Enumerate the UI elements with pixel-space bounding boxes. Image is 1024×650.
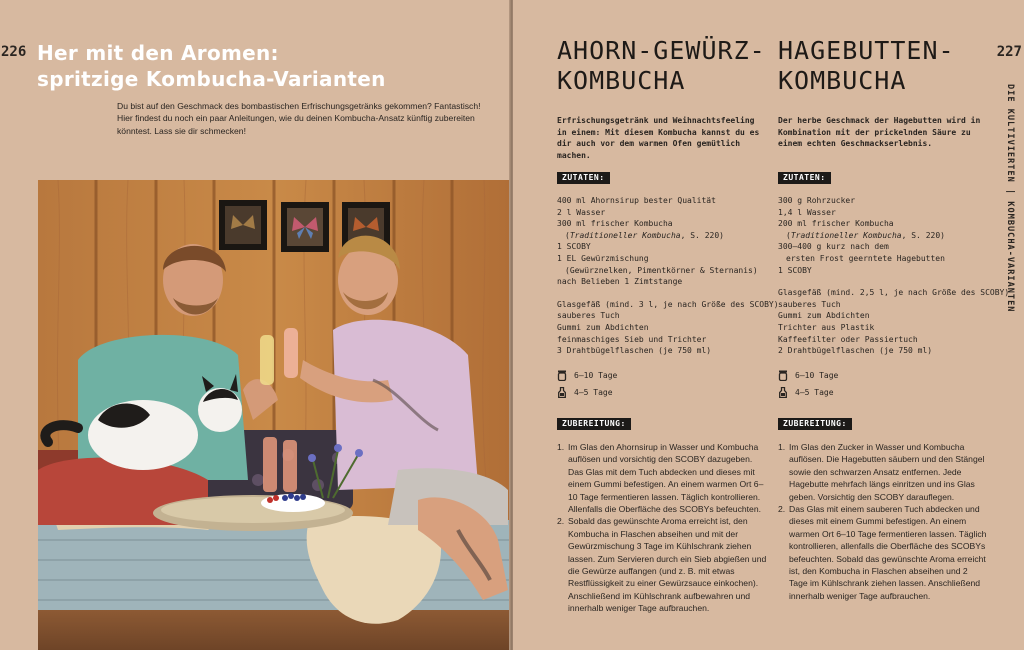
recipe-2-time-first-text: 6–10 Tage bbox=[795, 370, 839, 380]
step-item: 1. Im Glas den Ahornsirup in Wasser und Kombucha auflösen und vorsichtig den SCOBY dazugeben. Das Glas mit dem Tuch abdecken und dieses mit einem Gummi befestigen. An einem warmen Ort 6–10 Tage fermentieren lassen. Täglich kontrollieren. Allenfalls die Oberfläche des SCOBYs befeuchten. bbox=[557, 442, 764, 515]
recipe-2-lead: Der herbe Geschmack der Hagebutten wird in Kombination mit der prickelnden Säure zu einem echten Geschmackserlebnis. bbox=[778, 116, 981, 148]
jar-icon bbox=[778, 370, 788, 381]
recipe-2-title-line-2: KOMBUCHA bbox=[778, 66, 907, 95]
step-item: 1. Im Glas den Zucker in Wasser und Kombucha auflösen. Die Hagebutten säubern und den Stängel sowie den schwarzen Ansatz entfernen. Jede Hagebutte mehrfach längs einritzen und ins Glas geben. Vorsichtig den SCOBY darauflegen. bbox=[778, 442, 985, 502]
recipe-2-preparation-label: ZUBEREITUNG: bbox=[778, 418, 852, 430]
equipment-item: Glasgefäß (mind. 2,5 l, je nach Größe des SCOBY) bbox=[778, 288, 1010, 298]
recipe-2-time-second-text: 4–5 Tage bbox=[795, 387, 834, 397]
recipe-2-time-second bbox=[778, 387, 834, 398]
recipe-1-lead: Erfrischungsgetränk und Weihnachtsfeeling in einem: Mit diesem Kombucha kannst du es dir auch vor dem warmen Ofen gemütlich machen. bbox=[557, 116, 760, 160]
equipment-item: Trichter aus Plastik bbox=[778, 322, 875, 332]
recipe-1-ingredient-list bbox=[557, 195, 779, 357]
running-head: DIE KULTIVIERTEN | KOMBUCHA-VARIANTEN bbox=[1005, 84, 1015, 313]
equipment-item: Gummi zum Abdichten bbox=[557, 322, 649, 332]
headline-line-1: Her mit den Aromen: bbox=[37, 41, 279, 65]
equipment-item: Glasgefäß (mind. 3 l, je nach Größe des SCOBY) bbox=[557, 299, 779, 309]
right-page bbox=[513, 0, 1024, 650]
equipment-item: sauberes Tuch bbox=[557, 311, 620, 321]
recipe-2-title bbox=[778, 36, 955, 96]
recipe-1-title-line-2: KOMBUCHA bbox=[557, 66, 686, 95]
ingredient-item: 1 EL Gewürzmischung bbox=[557, 253, 649, 263]
recipe-2-steps bbox=[778, 441, 988, 602]
ingredient-item: 2 l Wasser bbox=[557, 207, 606, 217]
jar-icon bbox=[557, 370, 567, 381]
ingredient-item: (Traditioneller Kombucha, S. 220) bbox=[786, 230, 945, 240]
ingredient-item: 400 ml Ahornsirup bester Qualität bbox=[557, 196, 716, 205]
bottle-icon bbox=[778, 387, 788, 398]
step-item: 2. Sobald das gewünschte Aroma erreicht ist, den Kombucha in Flaschen abseihen und mit der Gewürzmischung 3 Tage im Kühlschrank ziehen lassen. Zum Servieren durch ein Sieb abgießen und die Gewürze auffangen (und z. B. mit etwas Restflüssigkeit zu einer Gewürzsauce einkochen). Anschließend im Kühlschrank aufbewahren und innerhalb weniger Tage aufbrauchen. bbox=[557, 516, 767, 614]
ingredient-item: (Gewürznelken, Pimentkörner & Sternanis) bbox=[565, 265, 758, 275]
equipment-item: 2 Drahtbügelflaschen (je 750 ml) bbox=[778, 346, 933, 356]
ingredient-item: (Traditioneller Kombucha, S. 220) bbox=[565, 230, 724, 240]
left-page bbox=[0, 0, 511, 650]
recipe-1-title bbox=[557, 36, 766, 96]
recipe-1-time-first bbox=[557, 370, 617, 381]
recipe-1-steps bbox=[557, 441, 767, 615]
step-item: 2. Das Glas mit einem sauberen Tuch abdecken und dieses mit einem Gummi befestigen. An einem warmen Ort 6–10 Tage fermentieren lassen. Täglich kontrollieren, allenfalls die Oberfläche des SCOBYs befeuchten. Sobald das gewünschte Aroma erreicht ist, den Kombucha in Flaschen abseihen und 2 Tage im Kühlschrank ziehen lassen. Anschließend innerhalb weniger Tage aufbrauchen. bbox=[778, 504, 987, 601]
recipe-2-ingredients-label: ZUTATEN: bbox=[778, 172, 831, 184]
equipment-item: Gummi zum Abdichten bbox=[778, 311, 870, 321]
recipe-1-time-second bbox=[557, 387, 613, 398]
intro-text: Du bist auf den Geschmack des bombastischen Erfrischungsgetränks gekommen? Fantastisch! Hier findest du noch ein paar Anleitungen, wie du deinen Kombucha-Ansatz künftig zubereiten könntest. Lass sie dir schmecken! bbox=[117, 101, 481, 136]
recipe-2-title-line-1: HAGEBUTTEN- bbox=[778, 36, 955, 65]
ingredient-item: 200 ml frischer Kombucha bbox=[778, 219, 894, 229]
recipe-1-title-line-1: AHORN-GEWÜRZ- bbox=[557, 36, 766, 65]
bottle-icon bbox=[557, 387, 567, 398]
page-headline bbox=[37, 40, 477, 92]
recipe-2-time-first bbox=[778, 370, 838, 381]
recipe-1-time-second-text: 4–5 Tage bbox=[574, 387, 613, 397]
page-number-left: 226 bbox=[1, 44, 27, 60]
recipe-1-preparation-label: ZUBEREITUNG: bbox=[557, 418, 631, 430]
photo-two-men-with-cat bbox=[38, 180, 511, 650]
ingredient-item: nach Belieben 1 Zimtstange bbox=[557, 277, 683, 287]
ingredient-item: 300 ml frischer Kombucha bbox=[557, 219, 673, 229]
ingredient-item: ersten Frost geerntete Hagebutten bbox=[786, 253, 945, 263]
ingredient-item: 300 g Rohrzucker bbox=[778, 196, 856, 205]
ingredient-item: 1,4 l Wasser bbox=[778, 207, 836, 217]
equipment-item: Kaffeefilter oder Passiertuch bbox=[778, 334, 918, 344]
recipe-1-time-first-text: 6–10 Tage bbox=[574, 370, 618, 380]
equipment-item: feinmaschiges Sieb und Trichter bbox=[557, 334, 707, 344]
page-number-right: 227 bbox=[996, 44, 1022, 60]
equipment-item: 3 Drahtbügelflaschen (je 750 ml) bbox=[557, 346, 712, 356]
equipment-item: sauberes Tuch bbox=[778, 299, 841, 309]
headline-line-2: spritzige Kombucha-Varianten bbox=[37, 67, 386, 91]
ingredient-item: 300–400 g kurz nach dem bbox=[778, 242, 889, 252]
ingredient-item: 1 SCOBY bbox=[557, 242, 591, 252]
ingredient-item: 1 SCOBY bbox=[778, 265, 812, 275]
recipe-1-ingredients-label: ZUTATEN: bbox=[557, 172, 610, 184]
recipe-2-ingredient-list bbox=[778, 195, 1010, 357]
